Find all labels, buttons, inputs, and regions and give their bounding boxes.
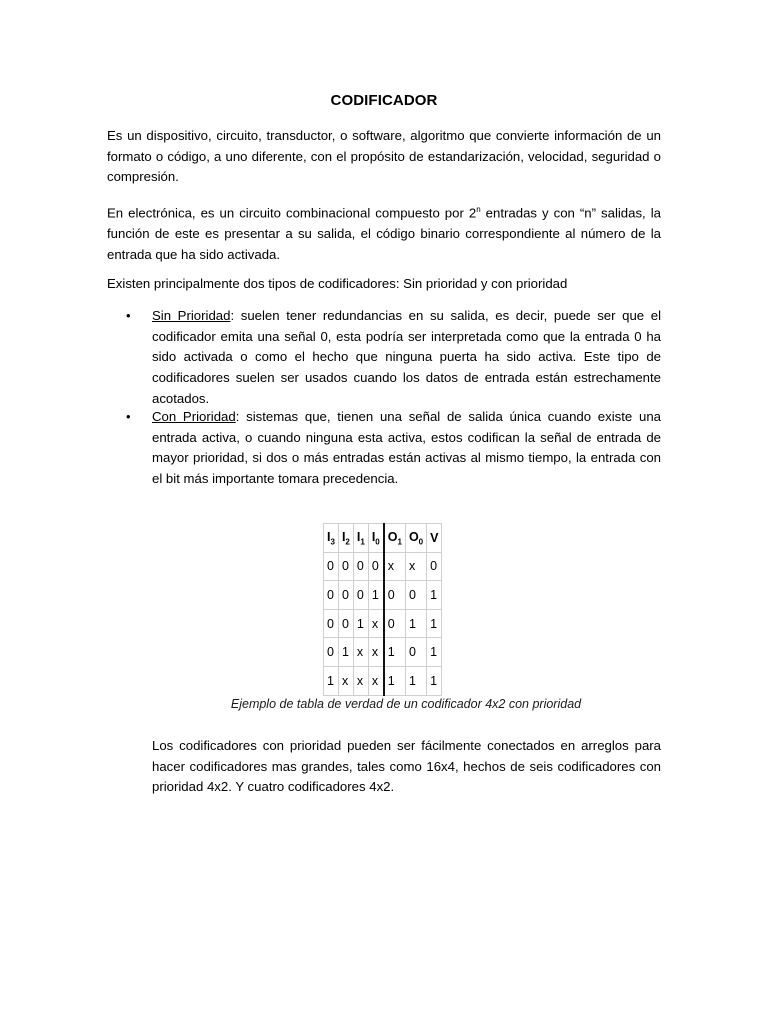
- table-cell: 1: [405, 609, 426, 638]
- table-cell: 0: [338, 609, 353, 638]
- bullet-sin-prioridad: [126, 306, 662, 410]
- paragraph-electronics-end: entradas y con “n” salidas, la función de este es presentar a su salida, el código binario correspondiente al número de la entrada que ha sido activada.: [107, 205, 661, 262]
- bullet-dot: •: [126, 308, 131, 323]
- table-row: [324, 666, 442, 695]
- truth-table: [323, 523, 442, 696]
- table-cell: 1: [427, 609, 442, 638]
- header-o1: $O_1$: [384, 524, 406, 553]
- paragraph-electronics-start: En electrónica, es un circuito combinacional compuesto por 2: [107, 205, 477, 221]
- header-i1: $I_1$: [353, 524, 368, 553]
- table-cell: 0: [427, 552, 442, 581]
- table-cell: 0: [405, 581, 426, 610]
- table-cell: x: [384, 552, 406, 581]
- table-cell: 1: [338, 638, 353, 667]
- bullet-dot: •: [126, 409, 131, 424]
- table-cell: 0: [338, 581, 353, 610]
- paragraph-definition: Es un dispositivo, circuito, transductor, o software, algoritmo que convierte información de un formato o código, a uno diferente, con el propósito de estandarización, velocidad, seguridad o compresión.: [107, 128, 661, 185]
- truth-table-header-row: [324, 524, 442, 553]
- table-row: [324, 581, 442, 610]
- header-i2: $I_2$: [338, 524, 353, 553]
- table-cell: 1: [384, 638, 406, 667]
- table-cell: x: [405, 552, 426, 581]
- header-v: V: [427, 524, 442, 553]
- paragraph-types: Existen principalmente dos tipos de codificadores: Sin prioridad y con prioridad: [107, 276, 568, 291]
- table-caption: Ejemplo de tabla de verdad de un codificador 4x2 con prioridad: [230, 697, 582, 711]
- table-cell: 0: [353, 581, 368, 610]
- page-title: CODIFICADOR: [330, 92, 438, 109]
- table-cell: 0: [324, 581, 339, 610]
- table-cell: 0: [384, 609, 406, 638]
- table-cell: x: [368, 638, 383, 667]
- header-i3: $I_3$: [324, 524, 339, 553]
- table-cell: x: [353, 638, 368, 667]
- table-cell: x: [368, 609, 383, 638]
- table-cell: 0: [353, 552, 368, 581]
- superscript-n: n: [476, 205, 481, 214]
- table-cell: 1: [353, 609, 368, 638]
- table-cell: 1: [427, 581, 442, 610]
- table-cell: 0: [324, 638, 339, 667]
- table-cell: x: [353, 666, 368, 695]
- bullet-text: : suelen tener redundancias en su salida, es decir, puede ser que el codificador emita una señal 0, esta podría ser interpretada como que la entrada 0 ha sido activada o como el hecho que ninguna puerta ha sido activa. Este tipo de codificadores suelen ser usados cuando los datos de entrada están estrechamente acotados.: [152, 308, 662, 406]
- table-cell: x: [338, 666, 353, 695]
- table-cell: 1: [324, 666, 339, 695]
- table-cell: 0: [338, 552, 353, 581]
- table-row: [324, 609, 442, 638]
- table-row: [324, 552, 442, 581]
- table-cell: 0: [324, 552, 339, 581]
- table-cell: 1: [384, 666, 406, 695]
- table-row: [324, 638, 442, 667]
- table-cell: 0: [324, 609, 339, 638]
- bullet-term: Con Prioridad: [152, 409, 236, 424]
- table-cell: 1: [427, 638, 442, 667]
- table-cell: 1: [405, 666, 426, 695]
- header-i0: $I_0$: [368, 524, 383, 553]
- bullet-con-prioridad: [126, 407, 661, 490]
- table-cell: 1: [427, 666, 442, 695]
- header-o0: $O_0$: [405, 524, 426, 553]
- paragraph-electronics: [107, 200, 661, 266]
- table-cell: 0: [405, 638, 426, 667]
- table-cell: 1: [368, 581, 383, 610]
- table-cell: x: [368, 666, 383, 695]
- table-cell: 0: [384, 581, 406, 610]
- paragraph-conclusion: Los codificadores con prioridad pueden ser fácilmente conectados en arreglos para hacer codificadores mas grandes, tales como 16x4, hechos de seis codificadores con prioridad 4x2. Y cuatro codificadores 4x2.: [152, 738, 661, 795]
- bullet-term: Sin Prioridad: [152, 308, 231, 323]
- bullet-text: : sistemas que, tienen una señal de salida única cuando existe una entrada activa, o cuando ninguna esta activa, estos codifican la señal de entrada de mayor prioridad, si dos o más entradas están activas al mismo tiempo, la entrada con el bit más importante tomara precedencia.: [152, 409, 661, 487]
- table-cell: 0: [368, 552, 383, 581]
